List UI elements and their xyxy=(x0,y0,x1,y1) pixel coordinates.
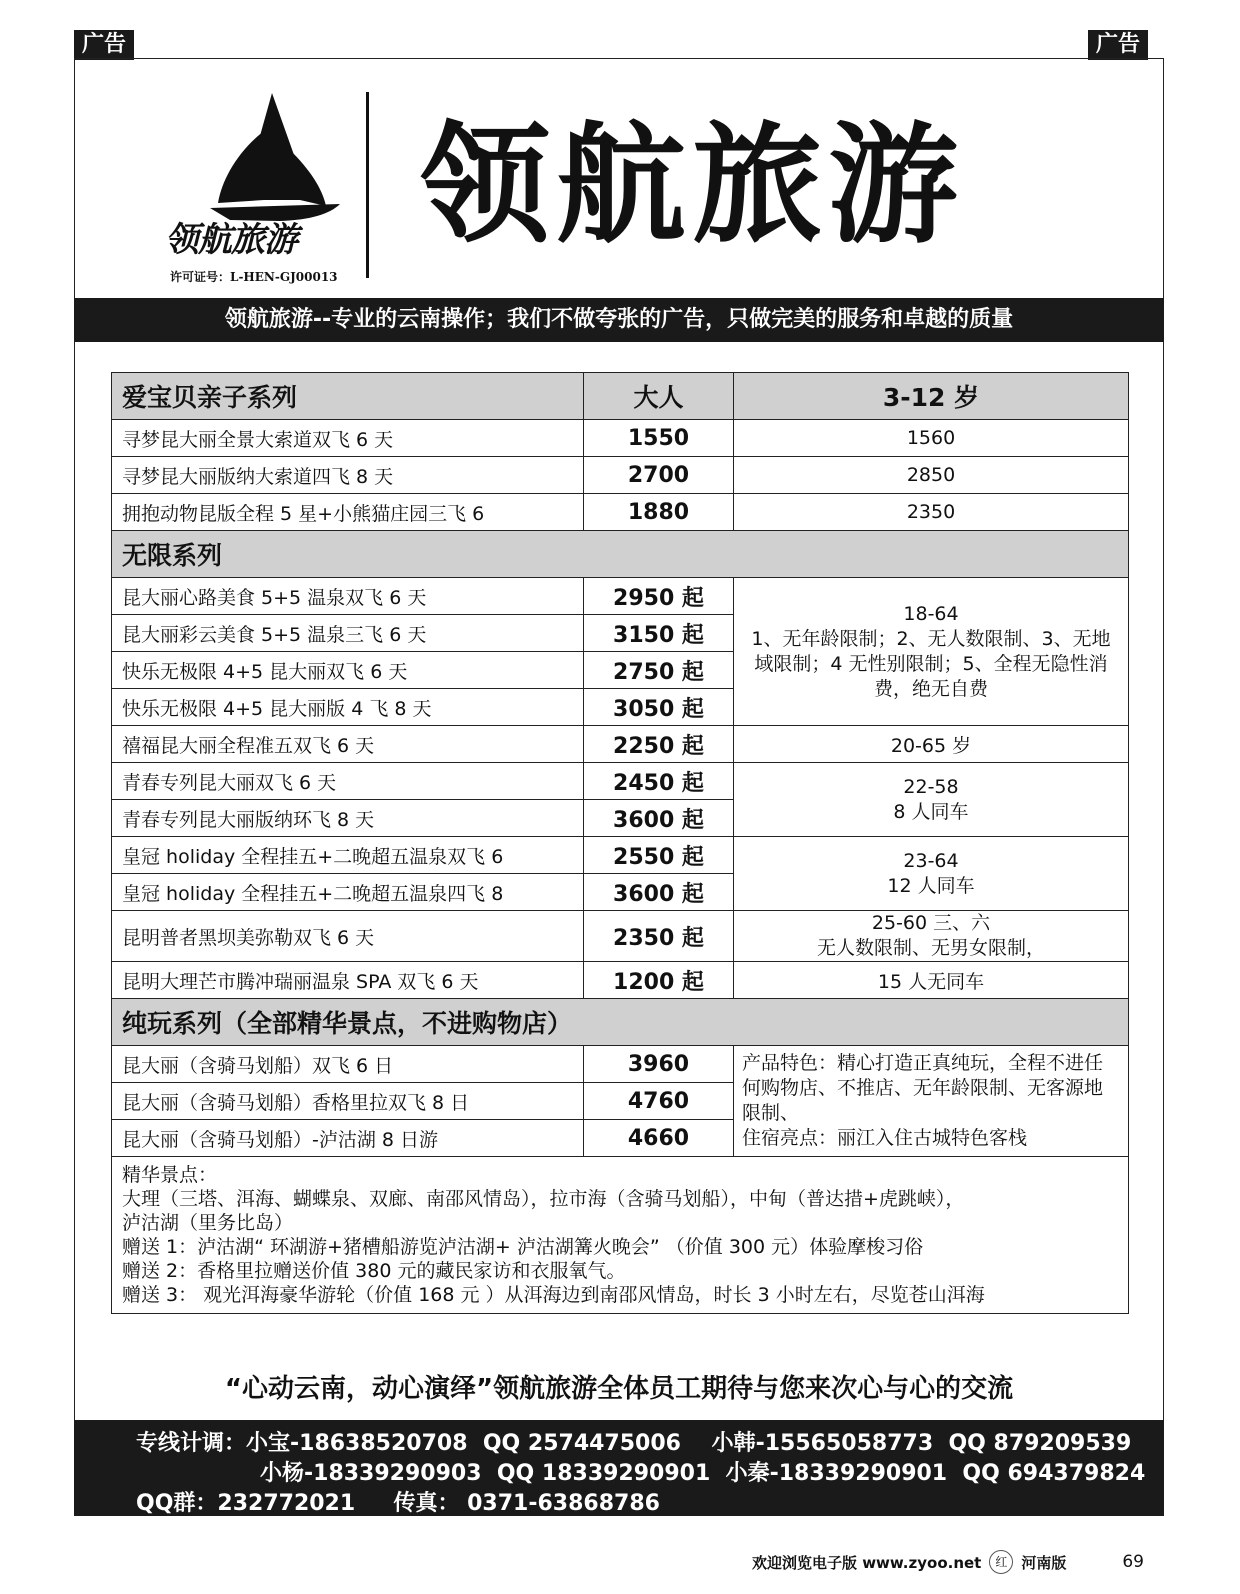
note-cell xyxy=(734,837,1129,911)
adult-price: 4660 xyxy=(584,1120,734,1157)
table-row xyxy=(112,962,1129,999)
note-text: 1、无年龄限制；2、无人数限制、3、无地域限制；4 无性别限制；5、全程无隐性消费，绝无自费 xyxy=(751,627,1111,700)
contact-line-3: QQ群：232772021 传真： 0371-63868786 xyxy=(136,1491,660,1516)
note-cell: 15 人无同车 xyxy=(734,962,1129,999)
adult-price: 2950 起 xyxy=(584,578,734,615)
note-age: 25-60 三、六 xyxy=(871,912,991,934)
route-name: 皇冠 holiday 全程挂五+二晚超五温泉双飞 6 xyxy=(112,837,584,874)
extras-line: 大理（三塔、洱海、蝴蝶泉、双廊、南邵风情岛），拉市海（含骑马划船），中甸（普达措+虎跳峡）， xyxy=(122,1188,965,1210)
section-header xyxy=(112,373,1129,420)
feature-cell xyxy=(734,1046,1129,1157)
note-age: 18-64 xyxy=(903,602,959,625)
adult-price: 3050 起 xyxy=(584,689,734,726)
col-child: 3-12 岁 xyxy=(734,373,1129,420)
note-cell: 20-65 岁 xyxy=(734,726,1129,763)
child-price: 1560 xyxy=(734,420,1129,457)
extras-line: 精华景点： xyxy=(122,1164,218,1186)
table-row xyxy=(112,420,1129,457)
route-name: 拥抱动物昆版全程 5 星+小熊猫庄园三飞 6 xyxy=(112,494,584,531)
adult-price: 2350 起 xyxy=(584,911,734,962)
table-row xyxy=(112,1046,1129,1083)
adult-price: 2750 起 xyxy=(584,652,734,689)
note-cell xyxy=(734,578,1129,726)
extras-line: 赠送 1：泸沽湖“ 环湖游+猪槽船游览泸沽湖+ 泸沽湖篝火晚会” （价值 300 元）体验摩梭习俗 xyxy=(122,1236,924,1258)
child-price: 2350 xyxy=(734,494,1129,531)
lodging-text: 住宿亮点：丽江入住古城特色客栈 xyxy=(742,1127,1028,1149)
extras-line: 泸沽湖（里务比岛） xyxy=(122,1212,294,1234)
footer-text: 欢迎浏览电子版 www.zyoo.net xyxy=(751,1553,982,1572)
extras-line: 赠送 3： 观光洱海豪华游轮（价值 168 元 ）从洱海边到南邵风情岛，时长 3 小时左右，尽览苍山洱海 xyxy=(122,1284,985,1306)
route-name: 昆大丽心路美食 5+5 温泉双飞 6 天 xyxy=(112,578,584,615)
note-age: 23-64 xyxy=(903,849,959,872)
table-row xyxy=(112,578,1129,615)
ad-label-left: 广告 xyxy=(74,30,134,60)
license-number: 许可证号：L-HEN-GJ00013 xyxy=(170,270,338,284)
child-price: 2850 xyxy=(734,457,1129,494)
adult-price: 1550 xyxy=(584,420,734,457)
route-name: 皇冠 holiday 全程挂五+二晚超五温泉四飞 8 xyxy=(112,874,584,911)
table-row xyxy=(112,726,1129,763)
footer xyxy=(752,1550,1144,1574)
edition-label: 河南版 xyxy=(1021,1553,1067,1572)
note-age: 22-58 xyxy=(903,775,959,798)
section-header xyxy=(112,531,1129,578)
adult-price: 2550 起 xyxy=(584,837,734,874)
section-title: 爱宝贝亲子系列 xyxy=(112,373,584,420)
page-title: 领航旅游 xyxy=(420,109,965,261)
table-row xyxy=(112,911,1129,962)
route-name: 禧福昆大丽全程准五双飞 6 天 xyxy=(112,726,584,763)
adult-price: 4760 xyxy=(584,1083,734,1120)
adult-price: 3600 起 xyxy=(584,874,734,911)
adult-price: 1200 起 xyxy=(584,962,734,999)
feature-text: 产品特色：精心打造正真纯玩，全程不进任何购物店、不推店、无年龄限制、无客源地限制、 xyxy=(742,1052,1104,1124)
slogan-banner: 领航旅游--专业的云南操作；我们不做夸张的广告，只做完美的服务和卓越的质量 xyxy=(74,298,1164,342)
logo-wordmark: 领航旅游 xyxy=(165,220,297,260)
adult-price: 3150 起 xyxy=(584,615,734,652)
note-cell xyxy=(734,763,1129,837)
note-text: 无人数限制、无男女限制， xyxy=(816,937,1045,959)
adult-price: 1880 xyxy=(584,494,734,531)
price-table xyxy=(111,372,1129,1314)
note-cell xyxy=(734,911,1129,962)
adult-price: 2250 起 xyxy=(584,726,734,763)
route-name: 昆大丽（含骑马划船）-泸沽湖 8 日游 xyxy=(112,1120,584,1157)
route-name: 昆大丽（含骑马划船）双飞 6 日 xyxy=(112,1046,584,1083)
adult-price: 3960 xyxy=(584,1046,734,1083)
note-text: 12 人同车 xyxy=(887,874,975,897)
route-name: 寻梦昆大丽版纳大索道四飞 8 天 xyxy=(112,457,584,494)
table-row xyxy=(112,837,1129,874)
table-row xyxy=(112,494,1129,531)
divider xyxy=(366,92,369,278)
route-name: 快乐无极限 4+5 昆大丽版 4 飞 8 天 xyxy=(112,689,584,726)
route-name: 昆明大理芒市腾冲瑞丽温泉 SPA 双飞 6 天 xyxy=(112,962,584,999)
route-name: 昆大丽（含骑马划船）香格里拉双飞 8 日 xyxy=(112,1083,584,1120)
note-text: 8 人同车 xyxy=(893,800,969,823)
extras-line: 赠送 2：香格里拉赠送价值 380 元的藏民家访和衣服氧气。 xyxy=(122,1260,626,1282)
route-name: 寻梦昆大丽全景大索道双飞 6 天 xyxy=(112,420,584,457)
section-header xyxy=(112,999,1129,1046)
route-name: 青春专列昆大丽版纳环飞 8 天 xyxy=(112,800,584,837)
tagline: “心动云南，动心演绎”领航旅游全体员工期待与您来次心与心的交流 xyxy=(224,1374,1014,1404)
ad-label-right: 广告 xyxy=(1088,30,1148,60)
col-adult: 大人 xyxy=(584,373,734,420)
route-name: 昆大丽彩云美食 5+5 温泉三飞 6 天 xyxy=(112,615,584,652)
section-title: 纯玩系列（全部精华景点，不进购物店） xyxy=(112,999,1129,1046)
contact-line-1: 专线计调：小宝-18638520708 QQ 2574475006 小韩-15565058773 QQ 879209539 xyxy=(136,1431,1132,1456)
adult-price: 3600 起 xyxy=(584,800,734,837)
table-row xyxy=(112,763,1129,800)
table-row xyxy=(112,457,1129,494)
route-name: 青春专列昆大丽双飞 6 天 xyxy=(112,763,584,800)
contact-bar xyxy=(74,1420,1164,1516)
extras-cell xyxy=(112,1157,1129,1314)
extras-row xyxy=(112,1157,1129,1314)
contact-line-2: 小杨-18339290903 QQ 18339290901 小秦-18339290901 QQ 694379824 xyxy=(260,1461,1146,1486)
route-name: 快乐无极限 4+5 昆大丽双飞 6 天 xyxy=(112,652,584,689)
section-title: 无限系列 xyxy=(112,531,1129,578)
badge-icon: 红 xyxy=(989,1550,1013,1574)
adult-price: 2700 xyxy=(584,457,734,494)
page-number: 69 xyxy=(1122,1552,1144,1572)
adult-price: 2450 起 xyxy=(584,763,734,800)
route-name: 昆明普者黑坝美弥勒双飞 6 天 xyxy=(112,911,584,962)
